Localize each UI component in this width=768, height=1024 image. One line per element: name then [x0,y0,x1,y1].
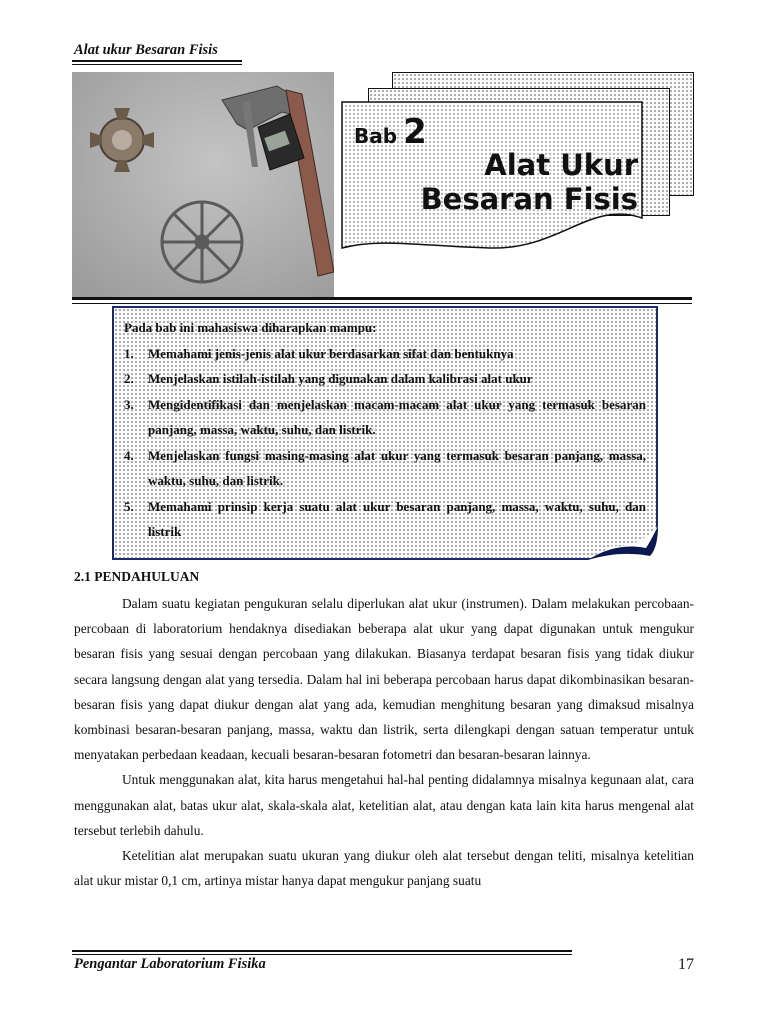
objectives-list [124,341,646,545]
body-text [74,591,694,893]
objectives-box [112,306,658,560]
objective-item: 4. Menjelaskan fungsi masing-masing alat ukur yang termasuk besaran panjang, massa, waktu, suhu, dan listrik. [124,447,646,488]
chapter-title [338,148,638,216]
objective-item: 2. Menjelaskan istilah-istilah yang digunakan dalam kalibrasi alat ukur [124,371,533,386]
objective-item: 1. Memahami jenis-jenis alat ukur berdasarkan sifat dan bentuknya [124,345,514,361]
section-heading: 2.1 PENDAHULUAN [74,569,200,584]
paragraph: Dalam suatu kegiatan pengukuran selalu diperlukan alat ukur (instrumen). Dalam melakukan percobaan-percobaan di laboratorium hendaknya disediakan beberapa alat ukur yang dapat digunakan untuk mengukur besaran fisis yang sesuai dengan percobaan yang dilakukan. Biasanya terdapat besaran fisis yang tidak diukur secara langsung dengan alat yang tersedia. Dalam hal ini beberapa percobaan harus dapat dikombinasikan besaran-besaran fisis yang dapat diukur dengan alat yang ada, kemudian menghitung besaran yang dimaksud misalnya kombinasi besaran-besaran panjang, massa, waktu dan listrik, serta dilengkapi dengan satuan temperatur untuk menyatakan perbedaan keadaan, kecuali besaran-besaran fotometri dan besaran-besaran lainnya. [74,596,694,763]
chapter-number: 2 [403,112,427,152]
header-rule-thick [72,60,242,62]
chapter-title-line2: Besaran Fisis [420,182,638,216]
page-number: 17 [678,956,694,973]
chapter-title-line1: Alat Ukur [484,148,638,182]
running-header: Alat ukur Besaran Fisis [74,42,218,58]
running-footer: Pengantar Laboratorium Fisika [74,956,266,972]
paragraph: Ketelitian alat merupakan suatu ukuran yang diukur oleh alat tersebut dengan teliti, misalnya ketelitian alat ukur mistar 0,1 cm, artinya mistar hanya dapat mengukur panjang suatu [74,848,694,889]
measuring-tools-photo [72,72,334,300]
objectives-intro: Pada bab ini mahasiswa diharapkan mampu: [124,320,377,335]
page-curl-icon [588,526,658,560]
chapter-rule-thick [72,297,692,300]
footer-rule-thick [72,950,572,952]
chapter-word: Bab [354,124,398,148]
objective-item: 5. Memahami prinsip kerja suatu alat ukur besaran panjang, massa, waktu, suhu, dan listrik [124,498,646,539]
footer-rule-thin [72,954,572,955]
chapter-rule-thin [72,303,692,304]
chapter-label [354,112,427,152]
wheel-icon [162,202,242,282]
header-rule-thin [72,64,242,65]
objective-item: 3. Mengidentifikasi dan menjelaskan macam-macam alat ukur yang termasuk besaran panjang, massa, waktu, suhu, dan listrik. [124,396,646,437]
paragraph: Untuk menggunakan alat, kita harus mengetahui hal-hal penting didalamnya misalnya kegunaan alat, cara menggunakan alat, batas ukur alat, skala-skala alat, ketelitian alat, atau dengan kata lain kita harus mengenal alat tersebut terlebih dahulu. [74,772,694,838]
